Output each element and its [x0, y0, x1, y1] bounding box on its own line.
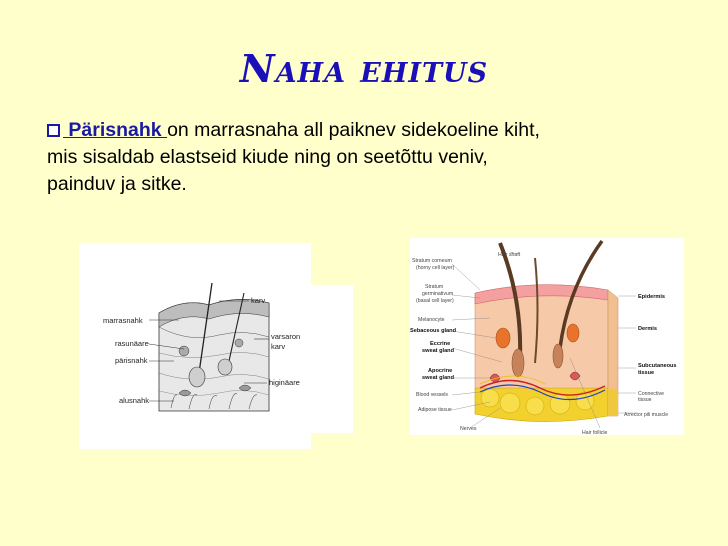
- label-stratum: Stratum: [425, 284, 444, 290]
- label-varsaron: varsaron: [271, 332, 301, 341]
- paragraph-line-1: on marrasnaha all paiknev sidekoeline kiht,: [167, 119, 540, 141]
- label-nerves: Nerves: [460, 426, 477, 432]
- label-hair-shaft: Hair shaft: [498, 252, 521, 258]
- checkbox-bullet-icon: [47, 124, 60, 137]
- label-sebaceous-gland: Sebaceous gland: [410, 328, 457, 334]
- label-higinaare: higinäare: [269, 378, 300, 387]
- label-stratum-corneum: Stratum corneum: [412, 258, 452, 264]
- label-arrector-pili-muscle: Arrector pili muscle: [624, 412, 669, 418]
- label-apocrine: Apocrine: [428, 368, 453, 374]
- paragraph-line-2: mis sisaldab elastseid kiude ning on seetõttu veniv,: [47, 146, 488, 168]
- skin-section-illustration: [79, 243, 354, 451]
- label-hair-follicle: Hair follicle: [582, 430, 608, 436]
- label-adipose-tissue: Adipose tissue: [418, 407, 452, 413]
- label-marrasnahk: marrasnahk: [103, 316, 143, 325]
- label-epidermis: Epidermis: [638, 294, 666, 300]
- label-rasunaare: rasunäare: [115, 339, 149, 348]
- label-parisnahk: pärisnahk: [115, 356, 148, 365]
- skin-anatomy-diagram: [410, 238, 685, 436]
- label-dermis: Dermis: [638, 326, 657, 332]
- label-germinativum: germinativum: [422, 291, 454, 297]
- body-paragraph: [47, 117, 687, 198]
- label-karv-2: karv: [271, 342, 286, 351]
- term-parisnahk: Pärisnahk: [63, 119, 168, 141]
- label-alusnahk: alusnahk: [119, 396, 150, 405]
- label-connective: Connective: [638, 391, 664, 397]
- label-melanocyte: Melanocyte: [418, 317, 445, 323]
- label-eccrine-sweat-gland: sweat gland: [422, 348, 455, 354]
- label-horny-cell-layer: (horny cell layer): [416, 265, 455, 271]
- label-blood-vessels: Blood vessels: [416, 392, 449, 398]
- label-subcutaneous-tissue: tissue: [638, 370, 655, 376]
- paragraph-line-3: painduv ja sitke.: [47, 173, 187, 195]
- label-basal-cell-layer: (basal cell layer): [416, 298, 454, 304]
- label-connective-tissue: tissue: [638, 397, 652, 403]
- label-eccrine: Eccrine: [430, 341, 451, 347]
- label-karv: karv: [251, 296, 266, 305]
- label-subcutaneous: Subcutaneous: [638, 363, 677, 369]
- label-apocrine-sweat-gland: sweat gland: [422, 375, 455, 381]
- slide-title: Naha ehitus: [239, 46, 489, 91]
